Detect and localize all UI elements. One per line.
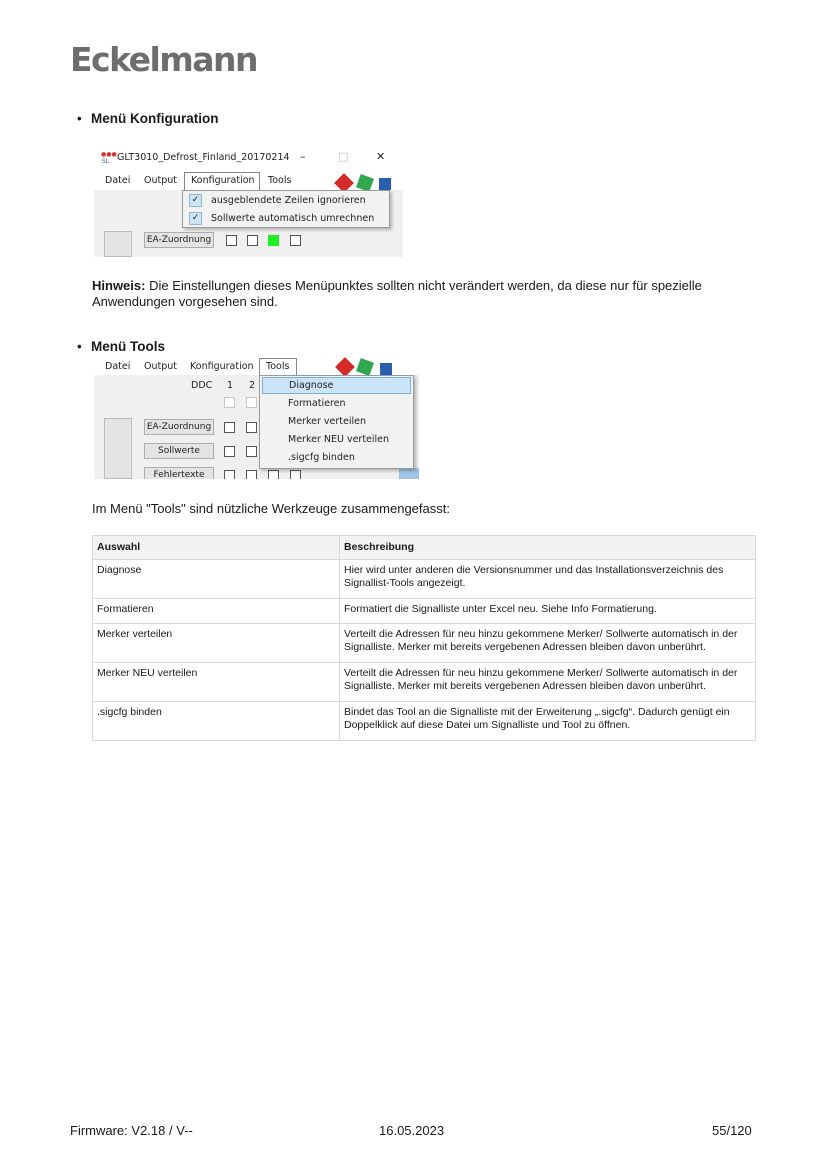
hint-text: Die Einstellungen dieses Menüpunktes sollten nicht verändert werden, da diese nur für spezielle Anwendungen vorgesehen sind. [92,278,702,309]
blue-square-icon [380,363,392,375]
check-icon: ✓ [189,212,202,225]
tools-intro: Im Menü "Tools" sind nützliche Werkzeuge zusammengefasst: [92,501,450,516]
menu-item-sigcfg-binden[interactable]: .sigcfg binden [288,452,355,463]
blue-square-icon [379,178,391,190]
section-heading-text: Menü Tools [91,339,165,354]
menu-tools-open[interactable] [259,358,297,376]
table-row [93,663,756,702]
table-header-row [93,536,756,560]
menu-tools-label: Tools [266,361,290,372]
menu-item-ausgeblendete-zeilen[interactable] [185,192,387,209]
menu-item-diagnose[interactable]: Diagnose [262,377,411,394]
table-row [93,599,756,624]
ddc-label: DDC [191,380,213,391]
checkbox[interactable] [246,470,257,479]
menu-konfiguration-open[interactable] [184,172,260,190]
table-cell-beschreibung: Formatiert die Signalliste unter Excel neu. Siehe Info Formatierung. [340,599,756,624]
menu-konfiguration-label: Konfiguration [191,175,255,186]
checkbox-green[interactable] [268,235,279,246]
menu-output[interactable]: Output [144,361,177,372]
checkbox[interactable] [224,446,235,457]
menu-item-label: ausgeblendete Zeilen ignorieren [211,195,366,206]
table-cell-beschreibung: Verteilt die Adressen für neu hinzu gekommene Merker/ Sollwerte automatisch in der Signalliste. Merker mit bereits vergebenen Adressen bleiben davon unberührt. [340,624,756,663]
table-row [93,560,756,599]
table-cell-beschreibung: Verteilt die Adressen für neu hinzu gekommene Merker/ Sollwerte automatisch in der Signalliste. Merker mit bereits vergebenen Adressen bleiben davon unberührt. [340,663,756,702]
menu-item-formatieren[interactable]: Formatieren [288,398,346,409]
table-row [93,624,756,663]
checkbox[interactable] [226,235,237,246]
table-cell-auswahl: Formatieren [93,599,340,624]
column-number: 1 [227,380,234,391]
menu-item-merker-verteilen[interactable]: Merker verteilen [288,416,366,427]
checkbox[interactable] [224,470,235,479]
footer-date: 16.05.2023 [379,1123,445,1138]
table-cell-beschreibung: Hier wird unter anderen die Versionsnummer und das Installationsverzeichnis des Signallist-Tools angezeigt. [340,560,756,599]
ea-zuordnung-button[interactable]: EA-Zuordnung [144,419,214,435]
section-heading-text: Menü Konfiguration [91,111,219,126]
checkbox-disabled [246,397,257,408]
screenshot-tools-menu [94,356,419,479]
hint-paragraph [92,278,756,310]
maximize-icon[interactable]: □ [338,150,349,163]
tools-table [92,535,756,741]
checkbox-disabled [224,397,235,408]
sollwerte-button[interactable]: Sollwerte [144,443,214,459]
menu-datei[interactable]: Datei [105,361,131,372]
table-header-beschreibung: Beschreibung [340,536,756,560]
table-cell-auswahl: Diagnose [93,560,340,599]
menu-konfiguration[interactable]: Konfiguration [190,361,254,372]
checkbox[interactable] [224,422,235,433]
table-cell-auswahl: Merker NEU verteilen [93,663,340,702]
menu-datei[interactable]: Datei [105,175,131,186]
table-cell-auswahl: Merker verteilen [93,624,340,663]
checkbox[interactable] [247,235,258,246]
checkbox[interactable] [290,470,301,479]
screenshot-konfiguration-menu [94,145,403,257]
side-panel [104,418,132,479]
app-icon: ●●● [101,151,117,158]
hint-label: Hinweis: [92,278,146,293]
bullet-dot: • [77,111,82,126]
section-heading-tools [77,339,165,354]
tools-dropdown [259,375,414,469]
blue-cell [399,468,419,479]
bullet-dot: • [77,339,82,354]
minimize-icon[interactable]: – [300,150,306,163]
column-number: 2 [249,380,256,391]
fehlertexte-button[interactable]: Fehlertexte [144,467,214,479]
table-cell-auswahl: .sigcfg binden [93,702,340,741]
konfiguration-dropdown [182,190,390,228]
ea-zuordnung-button[interactable]: EA-Zuordnung [144,232,214,248]
section-heading-konfiguration [77,111,218,126]
check-icon: ✓ [189,194,202,207]
table-cell-beschreibung: Bindet das Tool an die Signalliste mit der Erweiterung „.sigcfg“. Dadurch genügt ein Doppelklick auf diese Datei um Signalliste und Tool zu öffnen. [340,702,756,741]
menu-tools[interactable]: Tools [268,175,292,186]
checkbox[interactable] [246,422,257,433]
footer-page-number: 55/120 [712,1123,752,1138]
app-icon-label: SL [102,158,110,165]
window-title: GLT3010_Defrost_Finland_20170214 [117,152,290,163]
menu-item-label: Sollwerte automatisch umrechnen [211,213,375,224]
eckelmann-logo: Eckelmann [70,40,257,79]
footer-firmware: Firmware: V2.18 / V-- [70,1123,193,1138]
menu-item-sollwerte-umrechnen[interactable] [185,210,387,227]
checkbox[interactable] [268,470,279,479]
table-row [93,702,756,741]
menu-item-merker-neu-verteilen[interactable]: Merker NEU verteilen [288,434,390,445]
table-header-auswahl: Auswahl [93,536,340,560]
checkbox[interactable] [290,235,301,246]
menu-output[interactable]: Output [144,175,177,186]
checkbox[interactable] [246,446,257,457]
side-panel [104,231,132,257]
close-icon[interactable]: ✕ [376,150,386,163]
